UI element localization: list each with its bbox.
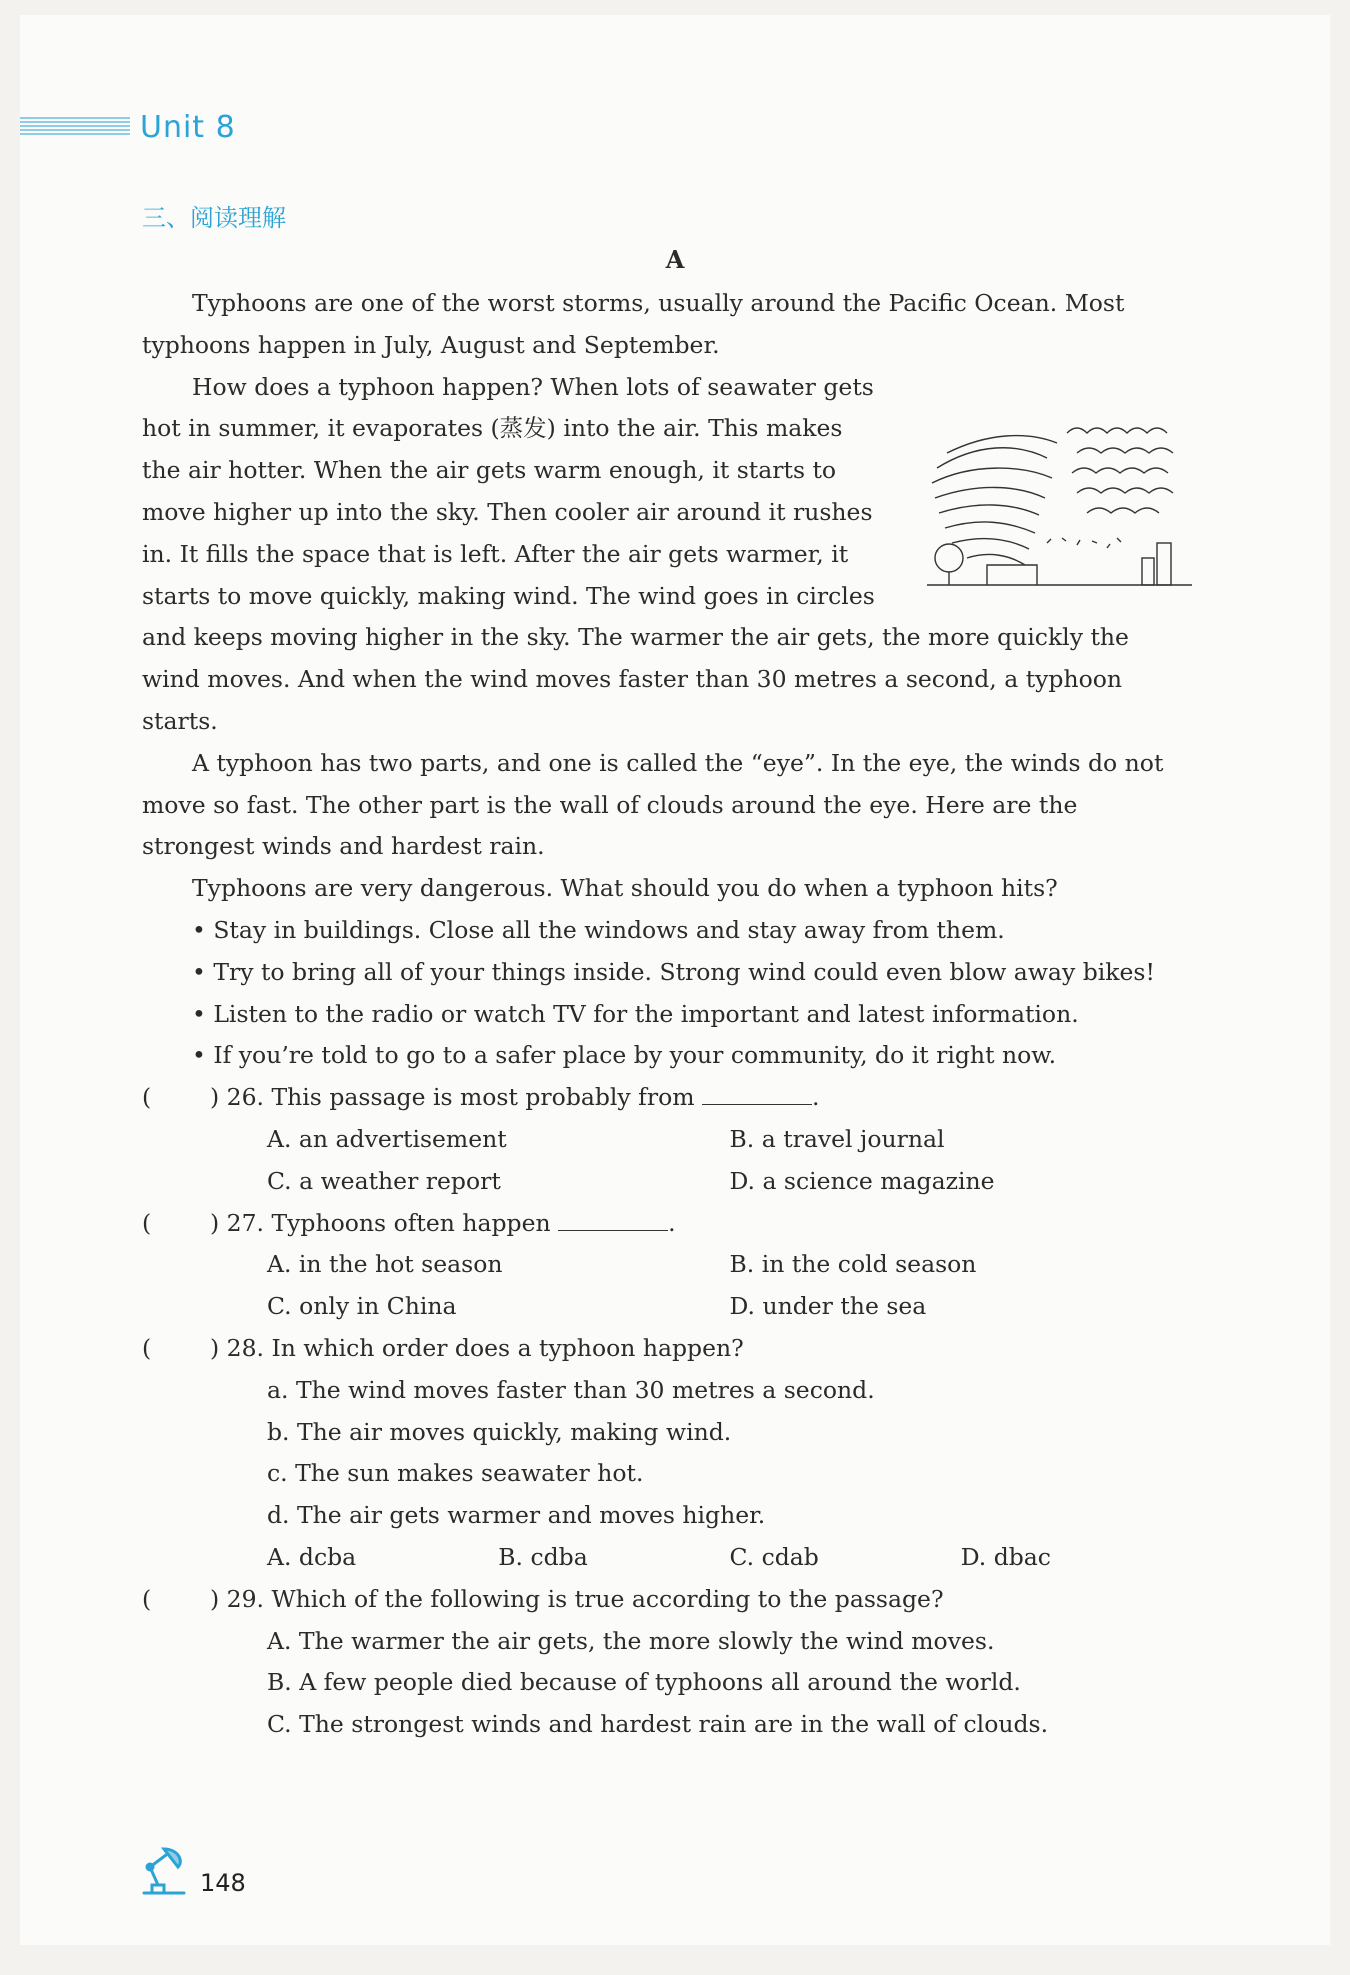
option-row [142, 1119, 1192, 1161]
answer-blank[interactable] [702, 1084, 812, 1105]
option-d[interactable]: D. dbac [960, 1542, 1051, 1571]
safety-tip: • Stay in buildings. Close all the windows and stay away from them. [192, 915, 1005, 944]
question-29 [142, 1579, 1192, 1621]
order-item: b. The air moves quickly, making wind. [267, 1417, 732, 1446]
question-stem: ) 26. This passage is most probably from [210, 1083, 695, 1112]
safety-tip: • Listen to the radio or watch TV for the important and latest information. [192, 999, 1079, 1028]
page-footer [138, 1845, 246, 1897]
desk-lamp-icon [138, 1845, 190, 1897]
option-row [142, 1161, 1192, 1203]
option-c[interactable]: C. cdab [729, 1542, 819, 1571]
answer-bracket[interactable]: ( [142, 1208, 152, 1237]
safety-tip: • Try to bring all of your things inside. Strong wind could even blow away bikes! [192, 957, 1155, 986]
option-a[interactable]: A. an advertisement [267, 1124, 507, 1153]
order-item: c. The sun makes seawater hot. [267, 1459, 644, 1488]
option-a[interactable]: A. dcba [267, 1542, 357, 1571]
option-row [142, 1244, 1192, 1286]
option-b[interactable]: B. in the cold season [729, 1250, 977, 1279]
page-number: 148 [200, 1869, 246, 1897]
unit-header [20, 107, 236, 147]
question-stem: ) 27. Typhoons often happen [210, 1208, 551, 1237]
answer-bracket[interactable]: ( [142, 1333, 152, 1362]
unit-title: Unit 8 [140, 109, 236, 145]
passage-paragraph-4: Typhoons are very dangerous. What should you do when a typhoon hits? [192, 874, 1058, 903]
option-a[interactable]: A. The warmer the air gets, the more slowly the wind moves. [267, 1626, 995, 1655]
option-b[interactable]: B. a travel journal [729, 1124, 945, 1153]
order-item: a. The wind moves faster than 30 metres a second. [267, 1375, 875, 1404]
question-27: ( ) 27. Typhoons often happen . [142, 1203, 1192, 1245]
answer-bracket[interactable]: ( [142, 1083, 152, 1112]
answer-bracket[interactable]: ( [142, 1584, 152, 1613]
section-title: 三、阅读理解 [142, 204, 286, 232]
option-row [142, 1286, 1192, 1328]
option-b[interactable]: B. cdba [498, 1542, 588, 1571]
option-d[interactable]: D. under the sea [729, 1292, 927, 1321]
passage-paragraph-2: How does a typhoon happen? When lots of seawater gets hot in summer, it evaporates (蒸发) into the air. This makes the air hotter. When the air gets warm enough, it starts to move higher up into the sky. Then cooler air around it rushes in. It fills the space that is left. After the air gets warmer, it starts to move quickly, making wind. The wind goes in circles and keeps moving higher in the sky. The warmer the air gets, the more quickly the wind moves. And when the wind moves faster than 30 metres a second, a typhoon starts. [142, 372, 1129, 735]
reading-content [142, 283, 1192, 1746]
option-row [142, 1537, 1192, 1579]
question-26: ( ) 26. This passage is most probably from . [142, 1077, 1192, 1119]
answer-blank[interactable] [558, 1210, 668, 1231]
option-c[interactable]: C. The strongest winds and hardest rain are in the wall of clouds. [267, 1710, 1049, 1739]
option-b[interactable]: B. A few people died because of typhoons all around the world. [267, 1668, 1021, 1697]
page [20, 15, 1330, 1945]
unit-stripes-decoration [20, 117, 130, 137]
option-a[interactable]: A. in the hot season [267, 1250, 503, 1279]
order-item: d. The air gets warmer and moves higher. [267, 1501, 766, 1530]
option-c[interactable]: C. a weather report [267, 1166, 501, 1195]
passage-paragraph-3: A typhoon has two parts, and one is called the “eye”. In the eye, the winds do not move so fast. The other part is the wall of clouds around the eye. Here are the strongest winds and hardest rain. [142, 748, 1164, 861]
passage-label: A [665, 245, 685, 274]
question-28 [142, 1328, 1192, 1370]
typhoon-illustration [927, 373, 1192, 588]
option-c[interactable]: C. only in China [267, 1292, 457, 1321]
passage-paragraph-1: Typhoons are one of the worst storms, usually around the Pacific Ocean. Most typhoons happen in July, August and September. [142, 289, 1125, 359]
safety-tip: • If you’re told to go to a safer place by your community, do it right now. [192, 1041, 1057, 1070]
question-stem: ) 29. Which of the following is true according to the passage? [210, 1584, 944, 1613]
option-d[interactable]: D. a science magazine [729, 1166, 995, 1195]
question-stem: ) 28. In which order does a typhoon happen? [210, 1333, 744, 1362]
